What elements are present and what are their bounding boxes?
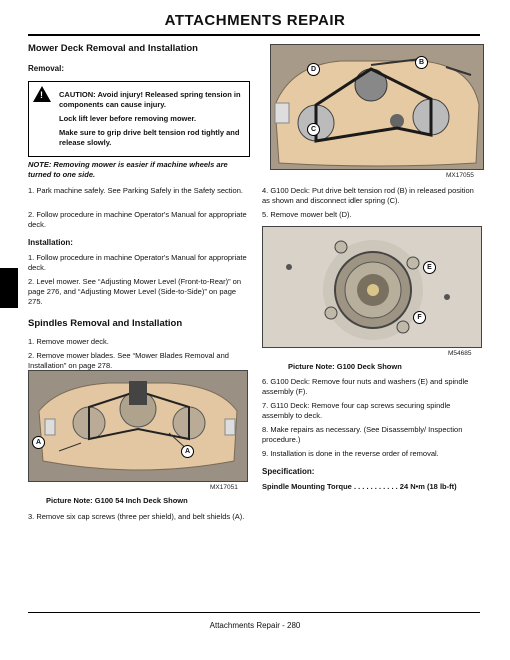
callout-d: D [307,63,320,76]
warning-icon: ! [33,86,51,102]
deck-top-photo [28,370,248,482]
callout-e: E [423,261,436,274]
caution-box [28,81,250,157]
section-title-spindles: Spindles Removal and Installation [28,318,183,329]
spec-item: Spindle Mounting Torque [262,482,352,491]
step-9: 9. Installation is done in the reverse order of removal. [262,449,439,458]
caution-line-2: Lock lift lever before removing mower. [59,114,197,123]
spec-row [262,482,480,492]
spec-value: 24 N•m (18 lb-ft) [399,482,457,491]
section-title-deck-removal: Mower Deck Removal and Installation [28,43,198,54]
step-1: 1. Park machine safely. See Parking Safely in the Safety section. [28,186,243,195]
section-thumb-tab [0,268,18,308]
step-7: 7. G110 Deck: Remove four cap screws securing spindle assembly to deck. [262,401,451,420]
spindle-photo [262,226,482,348]
figure-id-right-2: M54685 [448,350,472,357]
callout-f: F [413,311,426,324]
callout-c: C [307,123,320,136]
spindle-step-3: 3. Remove six cap screws (three per shield), and belt shields (A). [28,512,245,521]
specification-label: Specification: [262,467,315,476]
page-footer: Attachments Repair - 280 [209,621,301,630]
footer-rule [28,612,480,613]
figure-caption-left: Picture Note: G100 54 Inch Deck Shown [46,496,188,505]
figure-id-left: MX17051 [210,484,238,491]
step-8: 8. Make repairs as necessary. (See Disassembly/ Inspection procedure.) [262,425,463,444]
note: NOTE: Removing mower is easier if machine wheels are turned to one side. [28,160,228,179]
caution-line-1: CAUTION: Avoid injury! Released spring tension in components can cause injury. [59,90,241,109]
step-2: 2. Follow procedure in machine Operator's Manual for appropriate deck. [28,210,247,229]
callout-b: B [415,56,428,69]
figure-caption-right: Picture Note: G100 Deck Shown [288,362,402,371]
callout-a-right: A [181,445,194,458]
step-5: 5. Remove mower belt (D). [262,210,352,219]
header-rule [28,34,480,36]
step-6: 6. G100 Deck: Remove four nuts and washers (E) and spindle assembly (F). [262,377,469,396]
inst-step-1: 1. Follow procedure in machine Operator's Manual for appropriate deck. [28,253,247,272]
callout-a-left: A [32,436,45,449]
page-title: ATTACHMENTS REPAIR [164,12,346,29]
removal-label: Removal: [28,64,65,73]
figure-id-right-1: MX17055 [446,172,474,179]
installation-label: Installation: [28,238,73,247]
spindle-step-1: 1. Remove mower deck. [28,337,109,346]
caution-line-3: Make sure to grip drive belt tension rod tightly and release slowly. [59,128,240,147]
step-4: 4. G100 Deck: Put drive belt tension rod (B) in released position as shown and disconnect idler spring (C). [262,186,474,205]
deck-belt-photo [270,44,484,170]
spec-leader: . . . . . . . . . . . [351,482,400,491]
inst-step-2: 2. Level mower. See “Adjusting Mower Level (Front-to-Rear)” on page 276, and “Adjusting Mower Level (Side-to-Side)” on page 275. [28,277,242,306]
spindle-step-2: 2. Remove mower blades. See “Mower Blades Removal and Installation” on page 278. [28,351,229,370]
